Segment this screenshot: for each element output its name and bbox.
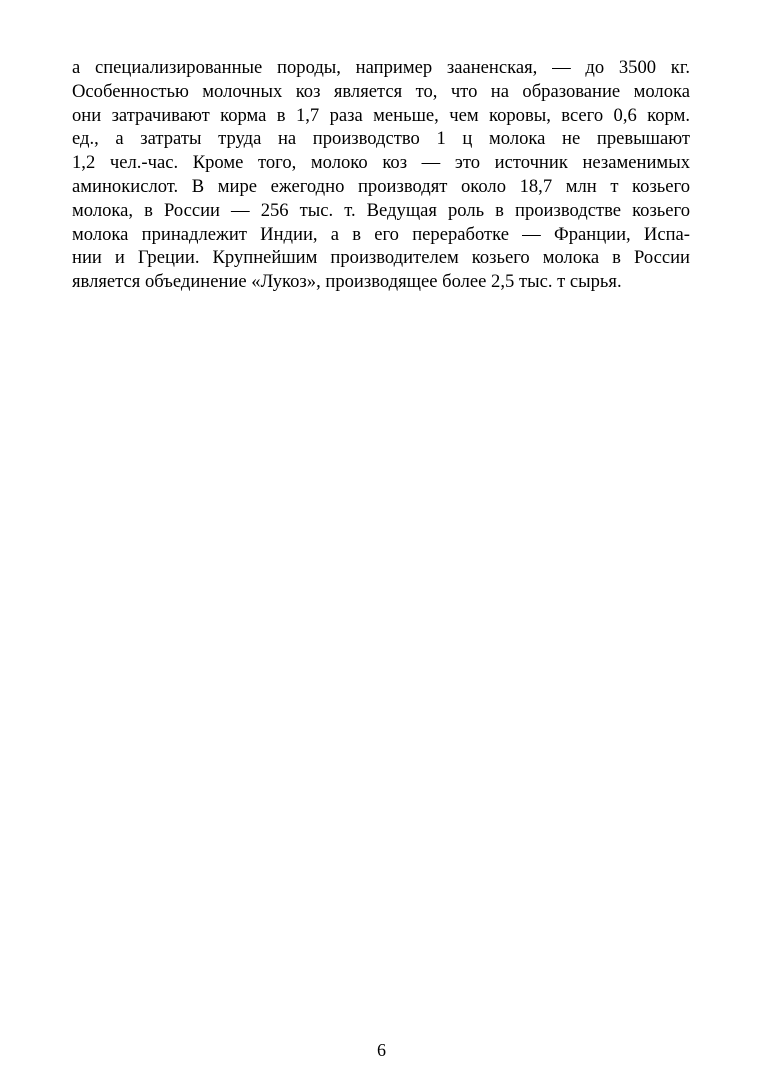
paragraph-line: ед., а затраты труда на производство 1 ц молока не превышают <box>72 128 690 150</box>
paragraph-line: молока принадлежит Индии, а в его переработке — Франции, Испа- <box>72 223 690 245</box>
paragraph-line: аминокислот. В мире ежегодно производят около 18,7 млн т козьего <box>72 175 690 197</box>
paragraph-line: они затрачивают корма в 1,7 раза меньше, чем коровы, всего 0,6 корм. <box>72 104 690 126</box>
paragraph-line: нии и Греции. Крупнейшим производителем козьего молока в России <box>72 247 690 269</box>
paragraph-line: является объединение «Лукоз», производящее более 2,5 тыс. т сырья. <box>72 271 622 293</box>
paragraph-line: 1,2 чел.-час. Кроме того, молоко коз — это источник незаменимых <box>72 152 690 174</box>
paragraph-line: а специализированные породы, например зааненская, — до 3500 кг. <box>72 57 690 78</box>
page-number: 6 <box>377 1040 386 1060</box>
paragraph-line: молока, в России — 256 тыс. т. Ведущая роль в производстве козьего <box>72 199 690 221</box>
body-paragraph <box>72 56 690 294</box>
paragraph-line: Особенностью молочных коз является то, что на образование молока <box>72 80 690 102</box>
